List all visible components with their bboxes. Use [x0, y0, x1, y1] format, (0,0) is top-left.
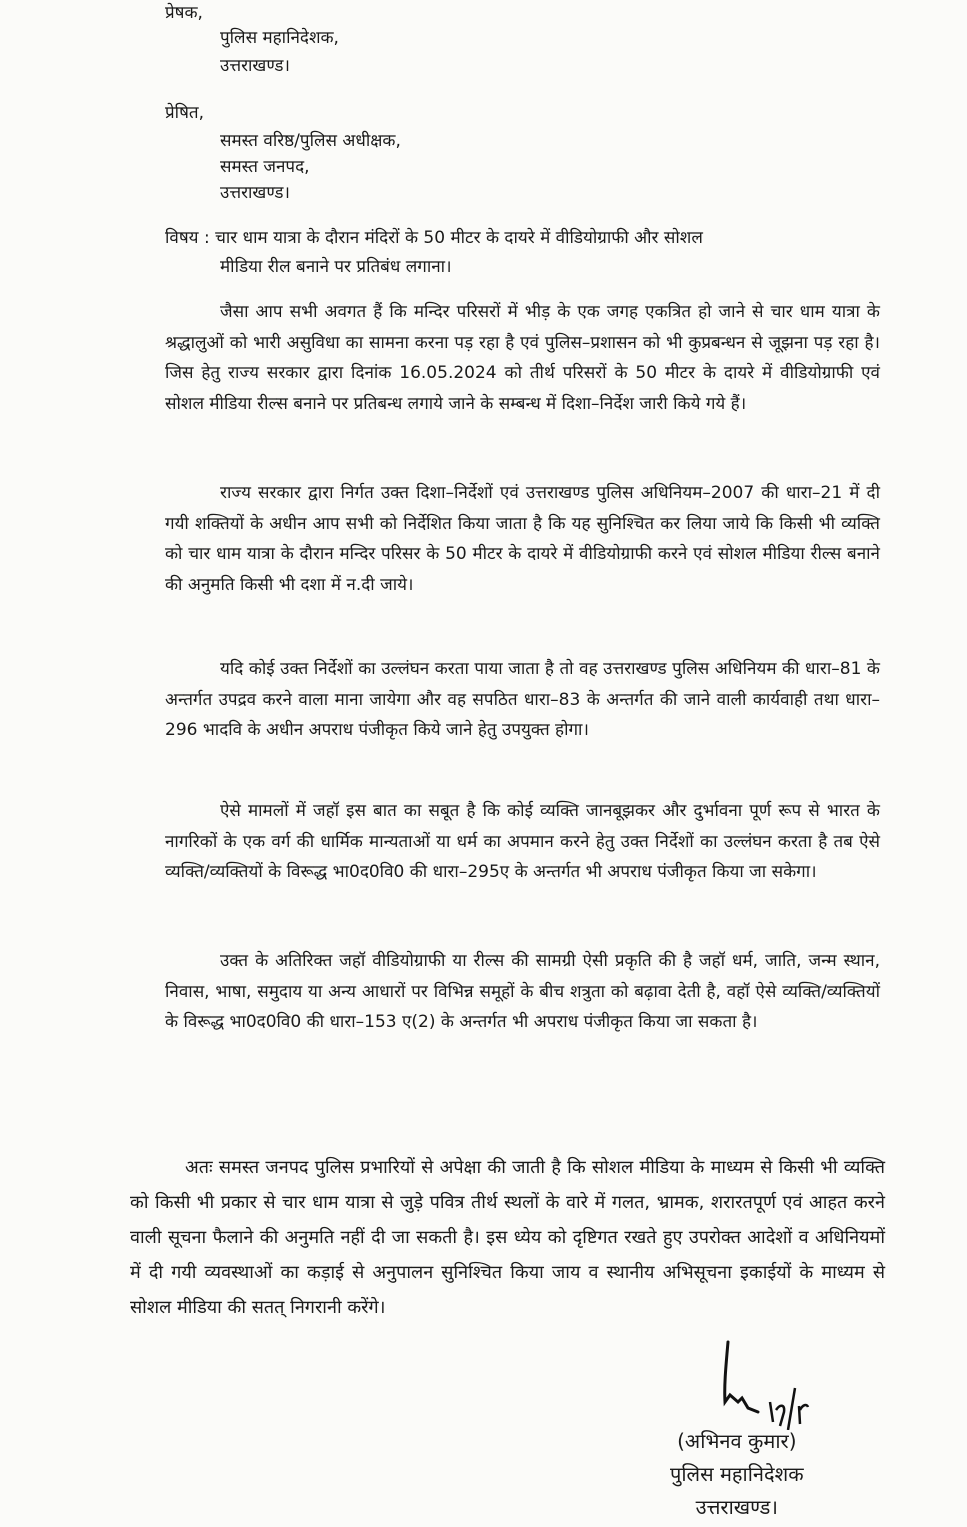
paragraph-2: राज्य सरकार द्वारा निर्गत उक्त दिशा–निर्देशों एवं उत्तराखण्ड पुलिस अधिनियम–2007 की धारा–21 में दी गयी शक्तियों के अधीन आप सभी को निर्देशित किया जाता है कि यह सुनिश्चित कर लिया जाये कि किसी भी व्यक्ति को चार धाम यात्रा के दौरान मन्दिर परिसर के 50 मीटर के दायरे में वीडियोग्राफी करने एवं सोशल मीडिया रील्स बनाने की अनुमति किसी भी दशा में न.दी जाये।: [165, 483, 880, 595]
sender-address: [220, 24, 339, 80]
signatory-name: (अभिनव कुमार): [677, 1429, 797, 1453]
sender-label: प्रेषक,: [165, 3, 203, 23]
recipient-line: समस्त वरिष्ठ/पुलिस अधीक्षक,: [220, 131, 401, 151]
recipient-line: समस्त जनपद,: [220, 157, 310, 177]
recipient-line: उत्तराखण्ड।: [220, 183, 290, 203]
handwritten-signature: [700, 1340, 810, 1435]
paragraph-3: यदि कोई उक्त निर्देशों का उल्लंघन करता पाया जाता है तो वह उत्तराखण्ड पुलिस अधिनियम की धारा–81 के अन्तर्गत उपद्रव करने वाला माना जायेगा और वह सपठित धारा–83 के अन्तर्गत की जाने वाली कार्यवाही तथा धारा–296 भादवि के अधीन अपराध पंजीकृत किये जाने हेतु उपयुक्त होगा।: [165, 659, 880, 740]
signature-block: [670, 1425, 804, 1524]
recipient-address: [220, 128, 401, 206]
subject-text-continued: मीडिया रील बनाने पर प्रतिबंध लगाना।: [220, 257, 452, 277]
paragraph-4: ऐसे मामलों में जहॉ इस बात का सबूत है कि कोई व्यक्ति जानबूझकर और दुर्भावना पूर्ण रूप से भारत के नागरिकों के एक वर्ग की धार्मिक मान्यताओं या धर्म का अपमान करने हेतु उक्त निर्देशों का उल्लंघन करता है तब ऐसे व्यक्ति/व्यक्तियों के विरूद्ध भा0द0वि0 की धारा–295ए के अन्तर्गत भी अपराध पंजीकृत किया जा सकेगा।: [165, 801, 880, 882]
signatory-state: उत्तराखण्ड।: [695, 1495, 778, 1519]
subject-label: विषय :: [165, 228, 210, 248]
paragraph-1: जैसा आप सभी अवगत हैं कि मन्दिर परिसरों में भीड़ के एक जगह एकत्रित हो जाने से चार धाम यात्रा के श्रद्धालुओं को भारी असुविधा का सामना करना पड़ रहा है एवं पुलिस–प्रशासन को भी कुप्रबन्धन से जूझना पड़ रहा है। जिस हेतु राज्य सरकार द्वारा दिनांक 16.05.2024 को तीर्थ परिसरों के 50 मीटर के दायरे में वीडियोग्राफी एवं सोशल मीडिया रील्स बनाने पर प्रतिबन्ध लगाये जाने के सम्बन्ध में दिशा–निर्देश जारी किये गये हैं।: [165, 302, 880, 414]
sender-line: उत्तराखण्ड।: [220, 56, 290, 76]
recipient-label: प्रेषित,: [165, 103, 204, 123]
subject: [165, 224, 880, 282]
paragraph-6: अतः समस्त जनपद पुलिस प्रभारियों से अपेक्षा की जाती है कि सोशल मीडिया के माध्यम से किसी भी व्यक्ति को किसी भी प्रकार से चार धाम यात्रा से जुड़े पवित्र तीर्थ स्थलों के वारे में गलत, भ्रामक, शरारतपूर्ण एवं आहत करने वाली सूचना फैलाने की अनुमति नहीं दी जा सकती है। इस ध्येय को दृष्टिगत रखते हुए उपरोक्त आदेशों व अधिनियमों में दी गयी व्यवस्थाओं का कड़ाई से अनुपालन सुनिश्चित किया जाय व स्थानीय अभिसूचना इकाईयों के माध्यम से सोशल मीडिया की सतत् निगरानी करेंगे।: [130, 1157, 885, 1318]
subject-text: चार धाम यात्रा के दौरान मंदिरों के 50 मीटर के दायरे में वीडियोग्राफी और सोशल: [215, 228, 703, 248]
sender-line: पुलिस महानिदेशक,: [220, 28, 339, 48]
paragraph-5: उक्त के अतिरिक्त जहॉ वीडियोग्राफी या रील्स की सामग्री ऐसी प्रकृति की है जहॉ धर्म, जाति, जन्म स्थान, निवास, भाषा, समुदाय या अन्य आधारों पर विभिन्न समूहों के बीच शत्रुता को बढ़ावा देती है, वहॉ ऐसे व्यक्ति/व्यक्तियों के विरूद्ध भा0द0वि0 की धारा–153 ए(2) के अन्तर्गत भी अपराध पंजीकृत किया जा सकता है।: [165, 951, 880, 1032]
signatory-designation: पुलिस महानिदेशक: [670, 1462, 804, 1486]
